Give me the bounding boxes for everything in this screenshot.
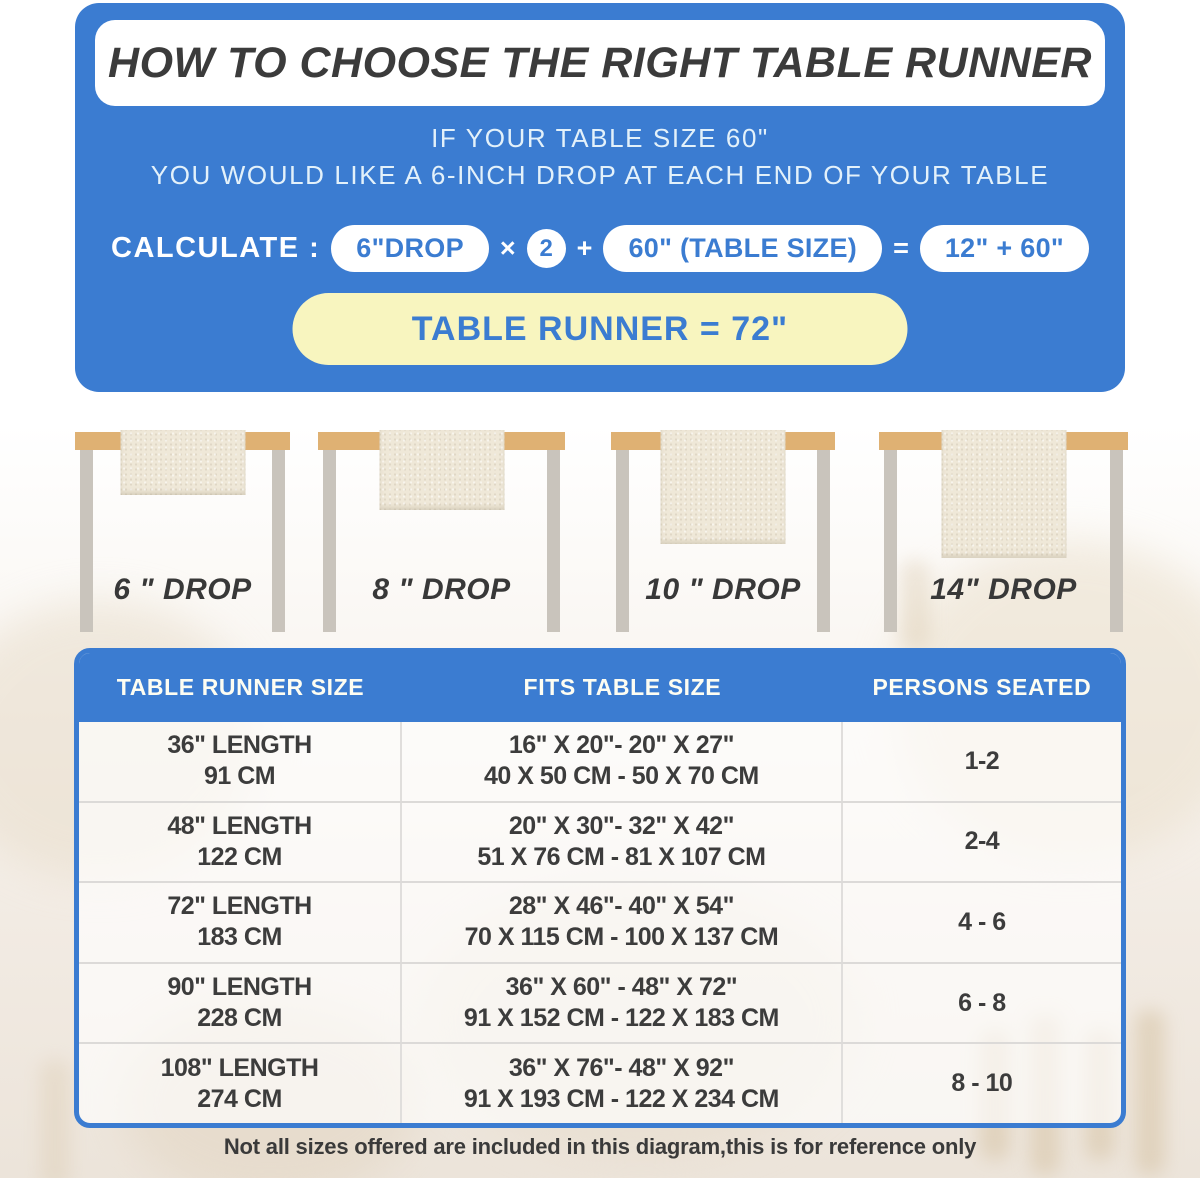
multiply-sign: × <box>499 233 516 263</box>
subtitle-line-1: IF YOUR TABLE SIZE 60" <box>431 123 769 153</box>
table-size-pill: 60" (TABLE SIZE) <box>603 225 882 272</box>
drop-label: 6 " DROP <box>113 573 252 606</box>
persons-cell <box>843 964 1121 1043</box>
plus-sign: + <box>576 233 593 263</box>
calculate-label: CALCULATE : <box>111 232 321 264</box>
persons-count: 4 - 6 <box>958 907 1006 936</box>
fits-cm: 70 X 115 CM - 100 X 137 CM <box>464 923 779 952</box>
fits-cm: 91 X 152 CM - 122 X 183 CM <box>463 1004 779 1033</box>
persons-count: 6 - 8 <box>958 988 1006 1017</box>
drop-label: 8 " DROP <box>372 573 511 606</box>
fits-cm: 91 X 193 CM - 122 X 234 CM <box>463 1084 779 1113</box>
table-figure-8-drop <box>318 430 565 642</box>
size-chart-body <box>79 722 1121 1123</box>
hero-panel <box>75 3 1125 392</box>
runner-size-cell <box>79 803 402 882</box>
runner-inches: 108" LENGTH <box>160 1053 319 1082</box>
runner-size-cell <box>79 722 402 801</box>
fits-inches: 36" X 60" - 48" X 72" <box>505 973 738 1002</box>
title-box <box>95 20 1105 106</box>
persons-count: 1-2 <box>964 746 1000 775</box>
table-row <box>79 881 1121 962</box>
fits-cm: 40 X 50 CM - 50 X 70 CM <box>484 762 759 791</box>
header-persons: PERSONS SEATED <box>872 674 1092 700</box>
persons-cell <box>843 1044 1121 1123</box>
drop-label: 10 " DROP <box>645 573 801 606</box>
runner-cm: 228 CM <box>197 1004 282 1033</box>
runner-size-cell <box>79 883 402 962</box>
persons-count: 8 - 10 <box>951 1069 1013 1098</box>
persons-cell <box>843 883 1121 962</box>
size-chart-panel <box>74 648 1126 1128</box>
table-row <box>79 1042 1121 1123</box>
sum-pill: 12" + 60" <box>920 225 1089 272</box>
fits-inches: 36" X 76"- 48" X 92" <box>508 1053 734 1082</box>
table-figure-6-drop <box>75 430 290 642</box>
runner-size-cell <box>79 964 402 1043</box>
drop-label: 14" DROP <box>930 573 1077 606</box>
runner-inches: 90" LENGTH <box>167 973 312 1002</box>
fits-size-cell <box>402 964 843 1043</box>
runner-swatch <box>941 430 1066 558</box>
fits-size-cell <box>402 722 843 801</box>
disclaimer-note: Not all sizes offered are included in this diagram,this is for reference only <box>223 1134 977 1159</box>
page-title: HOW TO CHOOSE THE RIGHT TABLE RUNNER <box>108 38 1092 87</box>
fits-size-cell <box>402 883 843 962</box>
runner-swatch <box>120 430 245 495</box>
drop-pill: 6"DROP <box>331 225 489 272</box>
runner-cm: 183 CM <box>197 923 282 952</box>
fits-size-cell <box>402 1044 843 1123</box>
fits-cm: 51 X 76 CM - 81 X 107 CM <box>477 842 766 871</box>
table-row <box>79 801 1121 882</box>
runner-swatch <box>661 430 786 544</box>
runner-cm: 91 CM <box>203 762 276 791</box>
equals-sign: = <box>893 233 909 263</box>
table-row <box>79 962 1121 1043</box>
fits-inches: 16" X 20"- 20" X 27" <box>508 731 734 760</box>
fits-inches: 28" X 46"- 40" X 54" <box>508 892 734 921</box>
runner-swatch <box>379 430 504 510</box>
persons-count: 2-4 <box>964 827 1000 856</box>
size-chart-header <box>79 653 1121 722</box>
table-figure-10-drop <box>611 430 835 642</box>
fits-size-cell <box>402 803 843 882</box>
runner-inches: 72" LENGTH <box>167 892 312 921</box>
blurred-chair-shape <box>40 1060 70 1178</box>
persons-cell <box>843 803 1121 882</box>
subtitle-line-2: YOU WOULD LIKE A 6-INCH DROP AT EACH END OF YOUR TABLE <box>150 160 1050 190</box>
table-figure-14-drop <box>879 430 1128 642</box>
runner-size-cell <box>79 1044 402 1123</box>
runner-inches: 48" LENGTH <box>167 811 312 840</box>
drop-illustrations <box>0 430 1200 642</box>
fits-inches: 20" X 30"- 32" X 42" <box>508 811 734 840</box>
runner-cm: 122 CM <box>197 842 282 871</box>
persons-cell <box>843 722 1121 801</box>
calculation-row <box>75 225 1125 272</box>
result-pill: TABLE RUNNER = 72" <box>293 293 908 365</box>
runner-cm: 274 CM <box>197 1084 282 1113</box>
header-runner-size: TABLE RUNNER SIZE <box>116 674 365 700</box>
multiplier-badge: 2 <box>527 229 566 268</box>
header-fits-size: FITS TABLE SIZE <box>523 674 722 700</box>
table-row <box>79 722 1121 801</box>
runner-inches: 36" LENGTH <box>167 731 312 760</box>
